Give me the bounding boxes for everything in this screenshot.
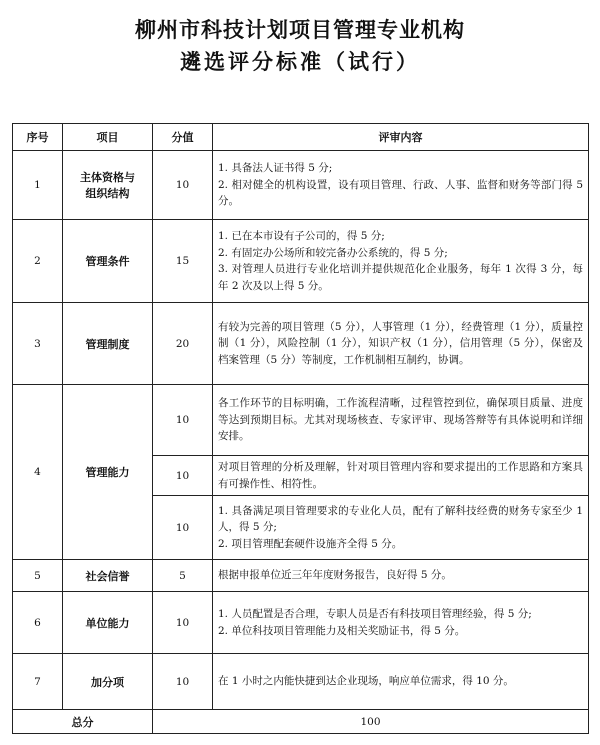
- row-item-line: 主体资格与: [80, 171, 135, 184]
- row-content: [213, 220, 589, 303]
- header-no: 序号: [13, 124, 63, 151]
- content-line: 对项目管理的分析及理解，针对项目管理内容和要求提出的工作思路和方案具有可操作性、相符性。: [218, 461, 583, 490]
- row-item-line: 组织结构: [85, 187, 130, 200]
- row-item: [63, 385, 153, 560]
- content-line: 1. 具备法人证书得 5 分;: [218, 162, 333, 175]
- content-line: 1. 人员配置是否合理，专职人员是否有科技项目管理经验，得 5 分;: [218, 608, 532, 620]
- scoring-table: [12, 123, 589, 734]
- row-score: 10: [153, 456, 213, 496]
- content-line: 1. 已在本市设有子公司的，得 5 分;: [218, 230, 385, 242]
- content-line: 2. 项目管理配套硬件设施齐全得 5 分。: [218, 537, 403, 550]
- content-line: 2. 相对健全的机构设置，设有项目管理、行政、人事、监督和财务等部门得 5 分。: [218, 178, 583, 208]
- row-content: [213, 151, 589, 220]
- content-line: 3. 对管理人员进行专业化培训并提供规范化企业服务，每年 1 次得 3 分，每年 2 次及以上得 5 分。: [218, 263, 583, 292]
- content-line: 2. 有固定办公场所和较完备办公系统的，得 5 分;: [218, 246, 448, 259]
- row-content: [213, 303, 589, 385]
- content-line: 2. 单位科技项目管理能力及相关奖励证书，得 5 分。: [218, 624, 466, 637]
- row-number: 5: [13, 560, 63, 592]
- row-item: [63, 220, 153, 303]
- content-line: 在 1 小时之内能快捷到达企业现场，响应单位需求，得 10 分。: [218, 675, 514, 688]
- row-score: 10: [153, 496, 213, 560]
- total-row: [13, 710, 589, 734]
- row-number: 7: [13, 654, 63, 710]
- row-content: [213, 592, 589, 654]
- header-content: 评审内容: [213, 124, 589, 151]
- row-item-line: 加分项: [91, 675, 124, 689]
- table-row: [13, 560, 589, 592]
- row-score: 10: [153, 151, 213, 220]
- row-score: 15: [153, 220, 213, 303]
- row-number: 1: [13, 151, 63, 220]
- row-item-line: 社会信誉: [85, 569, 130, 583]
- table-row: [13, 303, 589, 385]
- header-score: 分值: [153, 124, 213, 151]
- row-number: 6: [13, 592, 63, 654]
- table-row: [13, 592, 589, 654]
- content-line: 有较为完善的项目管理（5 分），人事管理（1 分），经费管理（1 分），质量控制（1 分），风险控制（1 分），知识产权（1 分），信用管理（5 分），保密及档案管理（5 分）等制度，工作机制相互制约，协调。: [218, 320, 583, 366]
- content-line: 根据申报单位近三年年度财务报告，良好得 5 分。: [218, 569, 452, 582]
- header-item: 项目: [63, 124, 153, 151]
- row-number: 4: [13, 385, 63, 560]
- row-content: [213, 456, 589, 496]
- row-score: 5: [153, 560, 213, 592]
- row-score: 20: [153, 303, 213, 385]
- row-item-line: 单位能力: [85, 616, 130, 630]
- row-content: [213, 560, 589, 592]
- table-header-row: [13, 124, 589, 151]
- row-content: [213, 654, 589, 710]
- row-content: [213, 496, 589, 560]
- row-item: [63, 303, 153, 385]
- row-score: 10: [153, 385, 213, 456]
- document-subtitle: 遴选评分标准（试行）: [180, 50, 420, 74]
- row-item: [63, 560, 153, 592]
- row-content: [213, 385, 589, 456]
- total-label: 总分: [13, 710, 153, 734]
- table-row: [13, 151, 589, 220]
- row-item-line: 管理能力: [85, 466, 130, 479]
- row-item: [63, 654, 153, 710]
- row-number: 3: [13, 303, 63, 385]
- content-line: 各工作环节的目标明确，工作流程清晰，过程管控到位，确保项目质量、进度等达到预期目标。尤其对现场核查、专家评审、现场答辩等有具体说明和详细安排。: [218, 397, 583, 443]
- row-number: 2: [13, 220, 63, 303]
- document-title: 柳州市科技计划项目管理专业机构: [135, 18, 465, 42]
- row-item-line: 管理条件: [85, 255, 130, 268]
- table-row: [13, 654, 589, 710]
- table-row: [13, 220, 589, 303]
- content-line: 1. 具备满足项目管理要求的专业化人员，配有了解科技经费的财务专家至少 1 人，得 5 分;: [218, 504, 583, 534]
- row-item-line: 管理制度: [85, 337, 130, 351]
- total-value: 100: [153, 710, 589, 734]
- row-score: 10: [153, 592, 213, 654]
- table-row: [13, 385, 589, 456]
- row-item: [63, 592, 153, 654]
- row-score: 10: [153, 654, 213, 710]
- row-item: [63, 151, 153, 220]
